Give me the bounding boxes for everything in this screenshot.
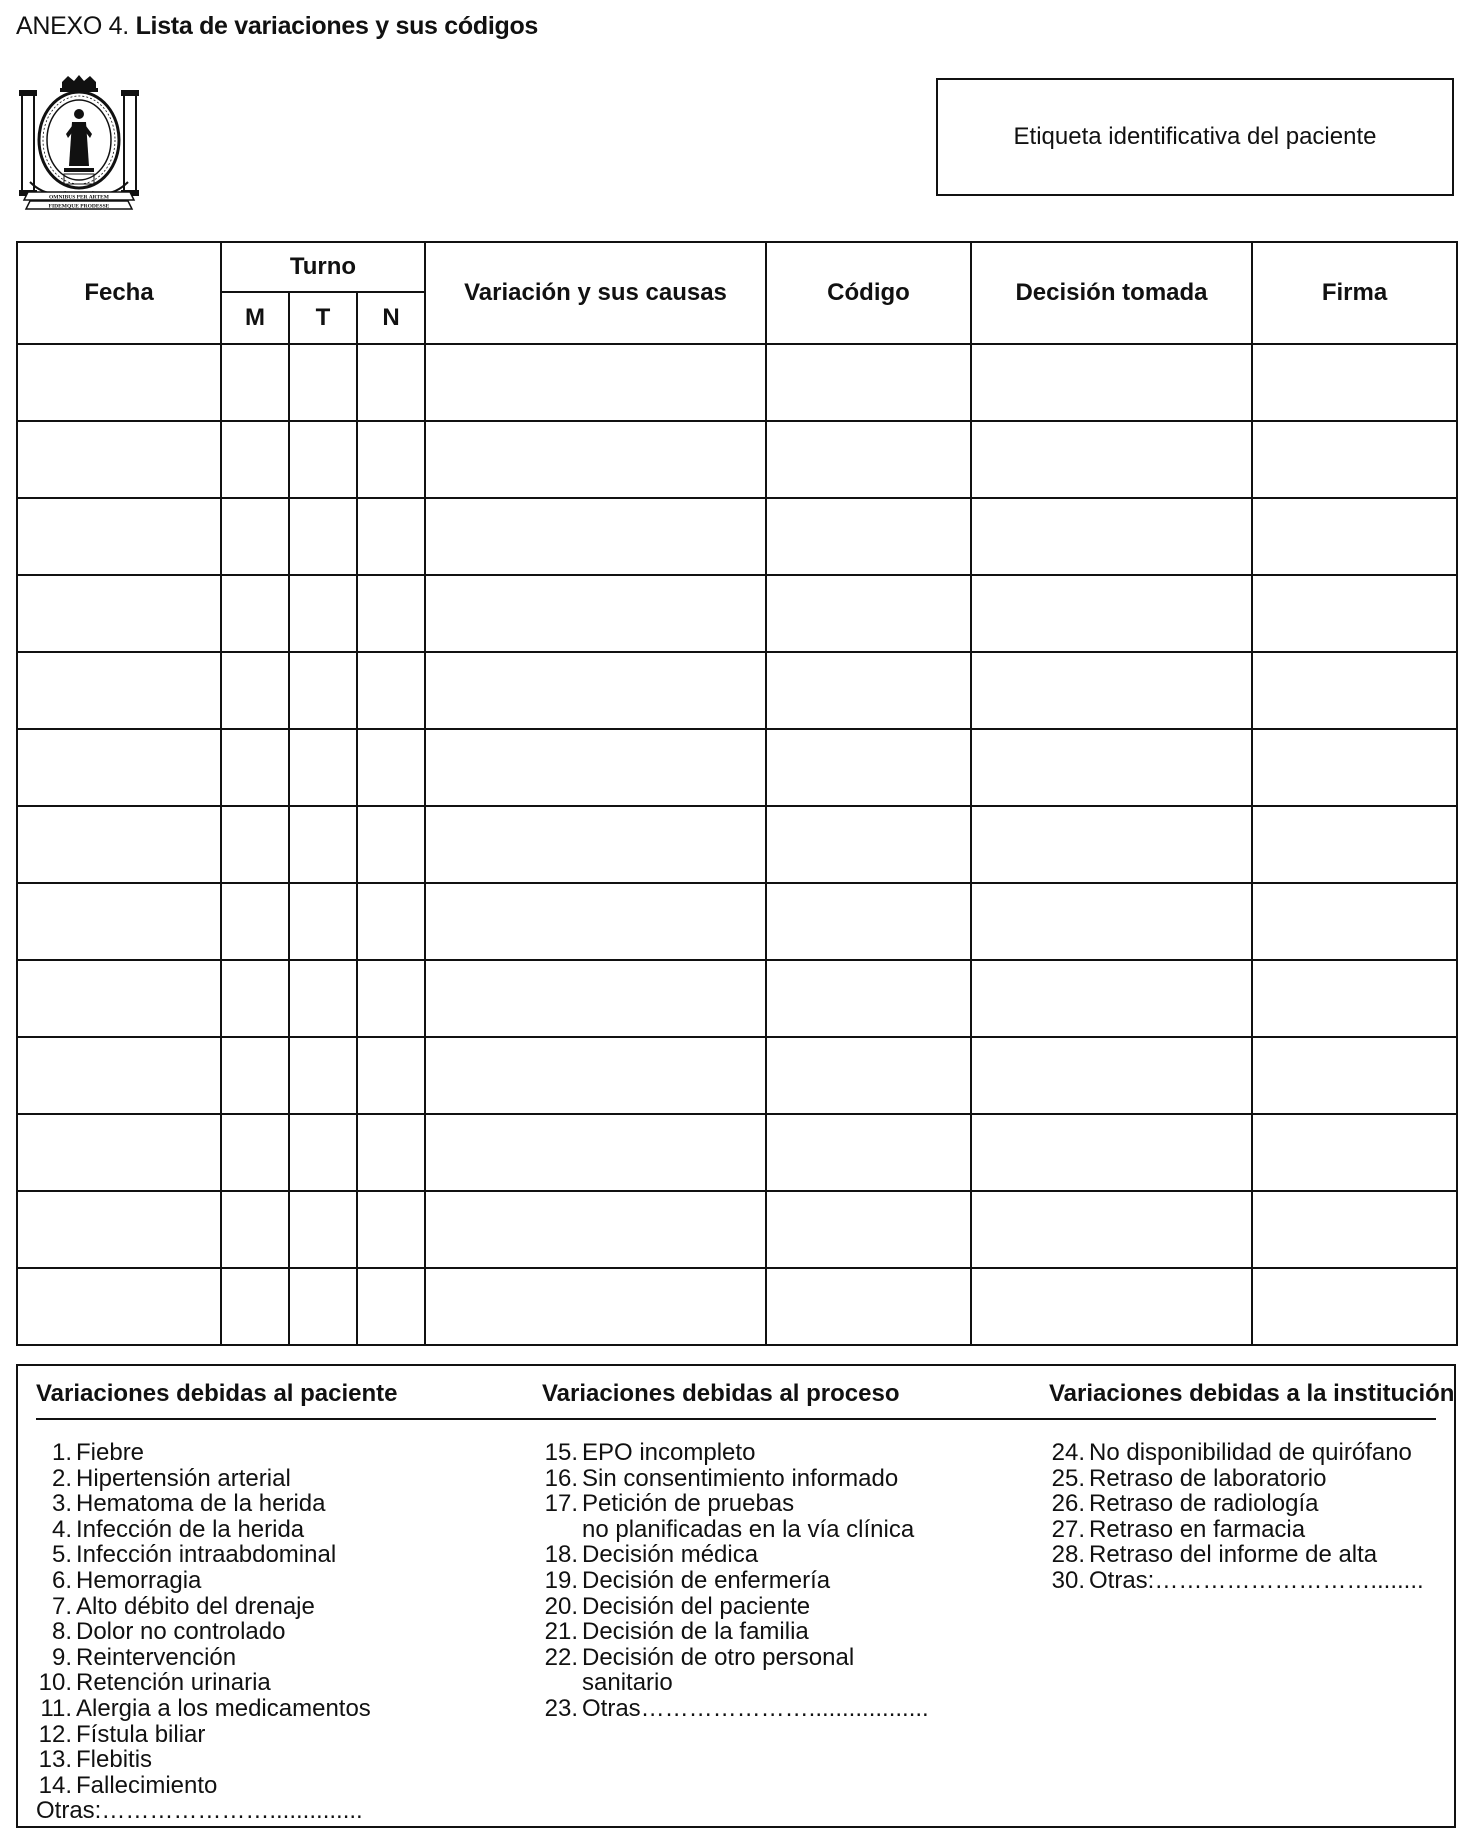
shift-n-cell[interactable] <box>357 729 425 806</box>
code-label: Alto débito del drenaje <box>76 1592 315 1620</box>
firma-cell[interactable] <box>1252 960 1457 1037</box>
code-label: Retraso de laboratorio <box>1089 1464 1327 1492</box>
header-codigo: Código <box>766 242 971 344</box>
code-label: Decisión de la familia <box>582 1618 809 1646</box>
code-label: Retraso de radiología <box>1089 1490 1319 1518</box>
variations-table <box>16 241 1458 1346</box>
header-decision: Decisión tomada <box>971 242 1252 344</box>
shift-t-cell[interactable] <box>289 1268 357 1345</box>
header-shift-t: T <box>289 292 357 344</box>
variacion-cell[interactable] <box>425 344 766 421</box>
variacion-cell[interactable] <box>425 1114 766 1191</box>
process-variations-title: Variaciones debidas al proceso <box>542 1380 900 1407</box>
variacion-cell[interactable] <box>425 806 766 883</box>
decision-cell[interactable] <box>971 1037 1252 1114</box>
shift-n-cell[interactable] <box>357 806 425 883</box>
table-row <box>17 575 1457 652</box>
table-row <box>17 421 1457 498</box>
table-row <box>17 1037 1457 1114</box>
institution-variations-list <box>1049 1440 1469 1594</box>
variacion-cell[interactable] <box>425 729 766 806</box>
codes-divider <box>36 1418 1436 1420</box>
code-label: Flebitis <box>76 1746 153 1774</box>
code-label: Retraso del informe de alta <box>1089 1541 1378 1569</box>
variation-code-item <box>36 1542 456 1568</box>
variation-code-continuation <box>542 1670 962 1696</box>
table-row <box>17 652 1457 729</box>
shift-t-cell[interactable] <box>289 421 357 498</box>
firma-cell[interactable] <box>1252 806 1457 883</box>
firma-cell[interactable] <box>1252 498 1457 575</box>
variation-code-item <box>542 1645 962 1671</box>
variation-code-item <box>36 1466 456 1492</box>
shift-m-cell[interactable] <box>221 498 289 575</box>
variation-code-item <box>36 1696 456 1722</box>
table-row <box>17 806 1457 883</box>
variacion-cell[interactable] <box>425 498 766 575</box>
code-label: Decisión de otro personal <box>582 1643 855 1671</box>
code-label: Dolor no controlado <box>76 1618 286 1646</box>
table-row <box>17 883 1457 960</box>
code-number: 9. <box>51 1643 72 1671</box>
annex-number: ANEXO 4. <box>16 12 129 40</box>
variacion-cell[interactable] <box>425 652 766 729</box>
code-label: Retraso en farmacia <box>1089 1515 1306 1543</box>
decision-cell[interactable] <box>971 729 1252 806</box>
shift-m-cell[interactable] <box>221 344 289 421</box>
variation-code-item <box>1049 1542 1469 1568</box>
fecha-cell[interactable] <box>17 344 221 421</box>
variation-code-item <box>36 1594 456 1620</box>
shift-t-cell[interactable] <box>289 960 357 1037</box>
code-number: 14. <box>38 1771 72 1799</box>
code-label: Otras………………….................. <box>582 1694 929 1722</box>
variation-code-item <box>36 1491 456 1517</box>
shift-n-cell[interactable] <box>357 883 425 960</box>
motto-line-2: FIDEMQUE PRODESSE <box>48 203 110 210</box>
patient-variations-title: Variaciones debidas al paciente <box>36 1380 398 1407</box>
variation-code-item <box>36 1517 456 1543</box>
code-label: Retención urinaria <box>76 1669 271 1697</box>
decision-cell[interactable] <box>971 806 1252 883</box>
code-number: 2. <box>51 1464 72 1492</box>
table-row <box>17 729 1457 806</box>
other-variations-line: Otras:………………….............. <box>36 1797 363 1825</box>
code-number: 22. <box>544 1643 578 1671</box>
page-heading <box>16 12 538 41</box>
variation-code-item <box>542 1491 962 1517</box>
code-number: 30. <box>1051 1566 1085 1594</box>
code-label: Reintervención <box>76 1643 237 1671</box>
shift-t-cell[interactable] <box>289 729 357 806</box>
decision-cell[interactable] <box>971 421 1252 498</box>
patient-variations-list <box>36 1440 456 1824</box>
fecha-cell[interactable] <box>17 960 221 1037</box>
shift-t-cell[interactable] <box>289 883 357 960</box>
header-shift-m: M <box>221 292 289 344</box>
code-label: Hipertensión arterial <box>76 1464 291 1492</box>
code-number: 19. <box>544 1566 578 1594</box>
code-label: Decisión médica <box>582 1541 759 1569</box>
variation-code-item <box>542 1440 962 1466</box>
variation-code-item <box>36 1722 456 1748</box>
variation-codes-box <box>16 1364 1456 1828</box>
variation-code-item <box>542 1568 962 1594</box>
code-number: 4. <box>51 1515 72 1543</box>
code-label: Decisión del paciente <box>582 1592 811 1620</box>
shift-m-cell[interactable] <box>221 883 289 960</box>
decision-cell[interactable] <box>971 883 1252 960</box>
shift-t-cell[interactable] <box>289 498 357 575</box>
fecha-cell[interactable] <box>17 729 221 806</box>
variation-code-item <box>542 1466 962 1492</box>
variation-code-item <box>36 1619 456 1645</box>
process-variations-list <box>542 1440 962 1722</box>
code-label: Alergia a los medicamentos <box>76 1694 371 1722</box>
shift-m-cell[interactable] <box>221 729 289 806</box>
firma-cell[interactable] <box>1252 652 1457 729</box>
shift-m-cell[interactable] <box>221 575 289 652</box>
header-turno: Turno <box>221 242 425 292</box>
firma-cell[interactable] <box>1252 1114 1457 1191</box>
variation-code-item <box>36 1670 456 1696</box>
code-number: 23. <box>544 1694 578 1722</box>
firma-cell[interactable] <box>1252 575 1457 652</box>
header-fecha: Fecha <box>17 242 221 344</box>
decision-cell[interactable] <box>971 652 1252 729</box>
codigo-cell[interactable] <box>766 960 971 1037</box>
code-label: Petición de pruebas <box>582 1490 795 1518</box>
firma-cell[interactable] <box>1252 344 1457 421</box>
variation-code-item <box>36 1645 456 1671</box>
firma-cell[interactable] <box>1252 1191 1457 1268</box>
decision-cell[interactable] <box>971 498 1252 575</box>
code-label: Infección intraabdominal <box>76 1541 337 1569</box>
variation-code-item <box>542 1619 962 1645</box>
decision-cell[interactable] <box>971 1114 1252 1191</box>
firma-cell[interactable] <box>1252 1037 1457 1114</box>
codigo-cell[interactable] <box>766 1037 971 1114</box>
variation-code-item <box>36 1568 456 1594</box>
shift-m-cell[interactable] <box>221 960 289 1037</box>
firma-cell[interactable] <box>1252 1268 1457 1345</box>
codigo-cell[interactable] <box>766 806 971 883</box>
patient-label-text: Etiqueta identificativa del paciente <box>1013 123 1377 150</box>
code-number: 3. <box>51 1490 72 1518</box>
shift-n-cell[interactable] <box>357 344 425 421</box>
code-number: 12. <box>38 1720 72 1748</box>
fecha-cell[interactable] <box>17 1268 221 1345</box>
shift-n-cell[interactable] <box>357 1191 425 1268</box>
code-number: 18. <box>544 1541 578 1569</box>
code-number: 17. <box>544 1490 578 1518</box>
codigo-cell[interactable] <box>766 1191 971 1268</box>
codigo-cell[interactable] <box>766 729 971 806</box>
fecha-cell[interactable] <box>17 652 221 729</box>
variation-code-item <box>36 1440 456 1466</box>
shift-n-cell[interactable] <box>357 1037 425 1114</box>
variacion-cell[interactable] <box>425 1191 766 1268</box>
code-number: 7. <box>51 1592 72 1620</box>
code-label: Sin consentimiento informado <box>582 1464 899 1492</box>
header-variacion: Variación y sus causas <box>425 242 766 344</box>
variacion-cell[interactable] <box>425 1268 766 1345</box>
code-number: 15. <box>544 1439 578 1466</box>
fecha-cell[interactable] <box>17 1191 221 1268</box>
variation-code-item <box>1049 1517 1469 1543</box>
code-label: EPO incompleto <box>582 1439 756 1466</box>
variation-code-item <box>1049 1440 1469 1466</box>
shift-m-cell[interactable] <box>221 1114 289 1191</box>
shift-n-cell[interactable] <box>357 652 425 729</box>
codigo-cell[interactable] <box>766 1268 971 1345</box>
variacion-cell[interactable] <box>425 960 766 1037</box>
fecha-cell[interactable] <box>17 1037 221 1114</box>
patient-label-box <box>936 78 1454 196</box>
codigo-cell[interactable] <box>766 344 971 421</box>
shift-t-cell[interactable] <box>289 1037 357 1114</box>
decision-cell[interactable] <box>971 960 1252 1037</box>
page-title: Lista de variaciones y sus códigos <box>135 12 539 40</box>
variation-code-item <box>1049 1568 1469 1594</box>
code-label: Fístula biliar <box>76 1720 206 1748</box>
fecha-cell[interactable] <box>17 421 221 498</box>
fecha-cell[interactable] <box>17 575 221 652</box>
codigo-cell[interactable] <box>766 575 971 652</box>
code-number: 26. <box>1051 1490 1085 1518</box>
shift-m-cell[interactable] <box>221 806 289 883</box>
variation-code-item <box>1049 1491 1469 1517</box>
decision-cell[interactable] <box>971 344 1252 421</box>
table-body <box>17 344 1457 1345</box>
shift-m-cell[interactable] <box>221 1268 289 1345</box>
fecha-cell[interactable] <box>17 498 221 575</box>
code-number: 6. <box>51 1566 72 1594</box>
codigo-cell[interactable] <box>766 652 971 729</box>
code-number: 25. <box>1051 1464 1085 1492</box>
shift-m-cell[interactable] <box>221 421 289 498</box>
variation-code-continuation <box>542 1517 962 1543</box>
variation-code-item <box>542 1542 962 1568</box>
decision-cell[interactable] <box>971 575 1252 652</box>
table-row <box>17 498 1457 575</box>
code-number: 16. <box>544 1464 578 1492</box>
table-row <box>17 1268 1457 1345</box>
code-label-continued: sanitario <box>582 1669 673 1697</box>
variacion-cell[interactable] <box>425 883 766 960</box>
shift-m-cell[interactable] <box>221 1191 289 1268</box>
code-number: 11. <box>40 1694 72 1722</box>
code-number: 5. <box>51 1541 72 1569</box>
fecha-cell[interactable] <box>17 1114 221 1191</box>
variacion-cell[interactable] <box>425 1037 766 1114</box>
variation-code-item <box>36 1747 456 1773</box>
variation-code-item <box>36 1773 456 1799</box>
codigo-cell[interactable] <box>766 498 971 575</box>
code-number: 8. <box>51 1618 72 1646</box>
shift-m-cell[interactable] <box>221 652 289 729</box>
firma-cell[interactable] <box>1252 421 1457 498</box>
code-number: 27. <box>1051 1515 1085 1543</box>
code-number: 20. <box>544 1592 578 1620</box>
patient-variations-column <box>36 1380 398 1825</box>
decision-cell[interactable] <box>971 1191 1252 1268</box>
fecha-cell[interactable] <box>17 883 221 960</box>
shift-n-cell[interactable] <box>357 960 425 1037</box>
shift-t-cell[interactable] <box>289 1114 357 1191</box>
firma-cell[interactable] <box>1252 729 1457 806</box>
decision-cell[interactable] <box>971 1268 1252 1345</box>
code-label: Decisión de enfermería <box>582 1566 831 1594</box>
firma-cell[interactable] <box>1252 883 1457 960</box>
shift-t-cell[interactable] <box>289 344 357 421</box>
institutional-crest-icon <box>16 74 142 212</box>
code-number: 21. <box>544 1618 578 1646</box>
variacion-cell[interactable] <box>425 421 766 498</box>
code-label: Fiebre <box>76 1439 145 1466</box>
fecha-cell[interactable] <box>17 806 221 883</box>
shift-n-cell[interactable] <box>357 575 425 652</box>
code-label: Hematoma de la herida <box>76 1490 326 1518</box>
shift-t-cell[interactable] <box>289 652 357 729</box>
shift-n-cell[interactable] <box>357 1114 425 1191</box>
codigo-cell[interactable] <box>766 1114 971 1191</box>
variacion-cell[interactable] <box>425 575 766 652</box>
table-row <box>17 1114 1457 1191</box>
header-firma: Firma <box>1252 242 1457 344</box>
header-shift-n: N <box>357 292 425 344</box>
code-number: 13. <box>38 1746 72 1774</box>
shift-m-cell[interactable] <box>221 1037 289 1114</box>
variation-code-item <box>542 1594 962 1620</box>
motto-line-1: OMNIBUS PER ARTEM <box>48 194 110 201</box>
code-label: Fallecimiento <box>76 1771 218 1799</box>
table-row <box>17 344 1457 421</box>
code-label-continued: no planificadas en la vía clínica <box>582 1515 915 1543</box>
codigo-cell[interactable] <box>766 883 971 960</box>
table-row <box>17 1191 1457 1268</box>
codigo-cell[interactable] <box>766 421 971 498</box>
code-label: Infección de la herida <box>76 1515 305 1543</box>
institution-variations-column <box>1049 1380 1455 1594</box>
code-label: Hemorragia <box>76 1566 202 1594</box>
code-number: 1. <box>51 1439 72 1466</box>
variation-code-item <box>1049 1466 1469 1492</box>
institution-variations-title: Variaciones debidas a la institución <box>1049 1380 1455 1407</box>
table-row <box>17 960 1457 1037</box>
shift-n-cell[interactable] <box>357 1268 425 1345</box>
variation-code-item <box>542 1696 962 1722</box>
shift-t-cell[interactable] <box>289 1191 357 1268</box>
shift-t-cell[interactable] <box>289 806 357 883</box>
code-label: Otras:………………………........ <box>1089 1566 1424 1594</box>
shift-n-cell[interactable] <box>357 498 425 575</box>
shift-t-cell[interactable] <box>289 575 357 652</box>
code-label: No disponibilidad de quirófano <box>1089 1439 1412 1466</box>
code-number: 24. <box>1051 1439 1085 1466</box>
code-number: 28. <box>1051 1541 1085 1569</box>
shift-n-cell[interactable] <box>357 421 425 498</box>
process-variations-column <box>542 1380 929 1722</box>
code-number: 10. <box>38 1669 72 1697</box>
